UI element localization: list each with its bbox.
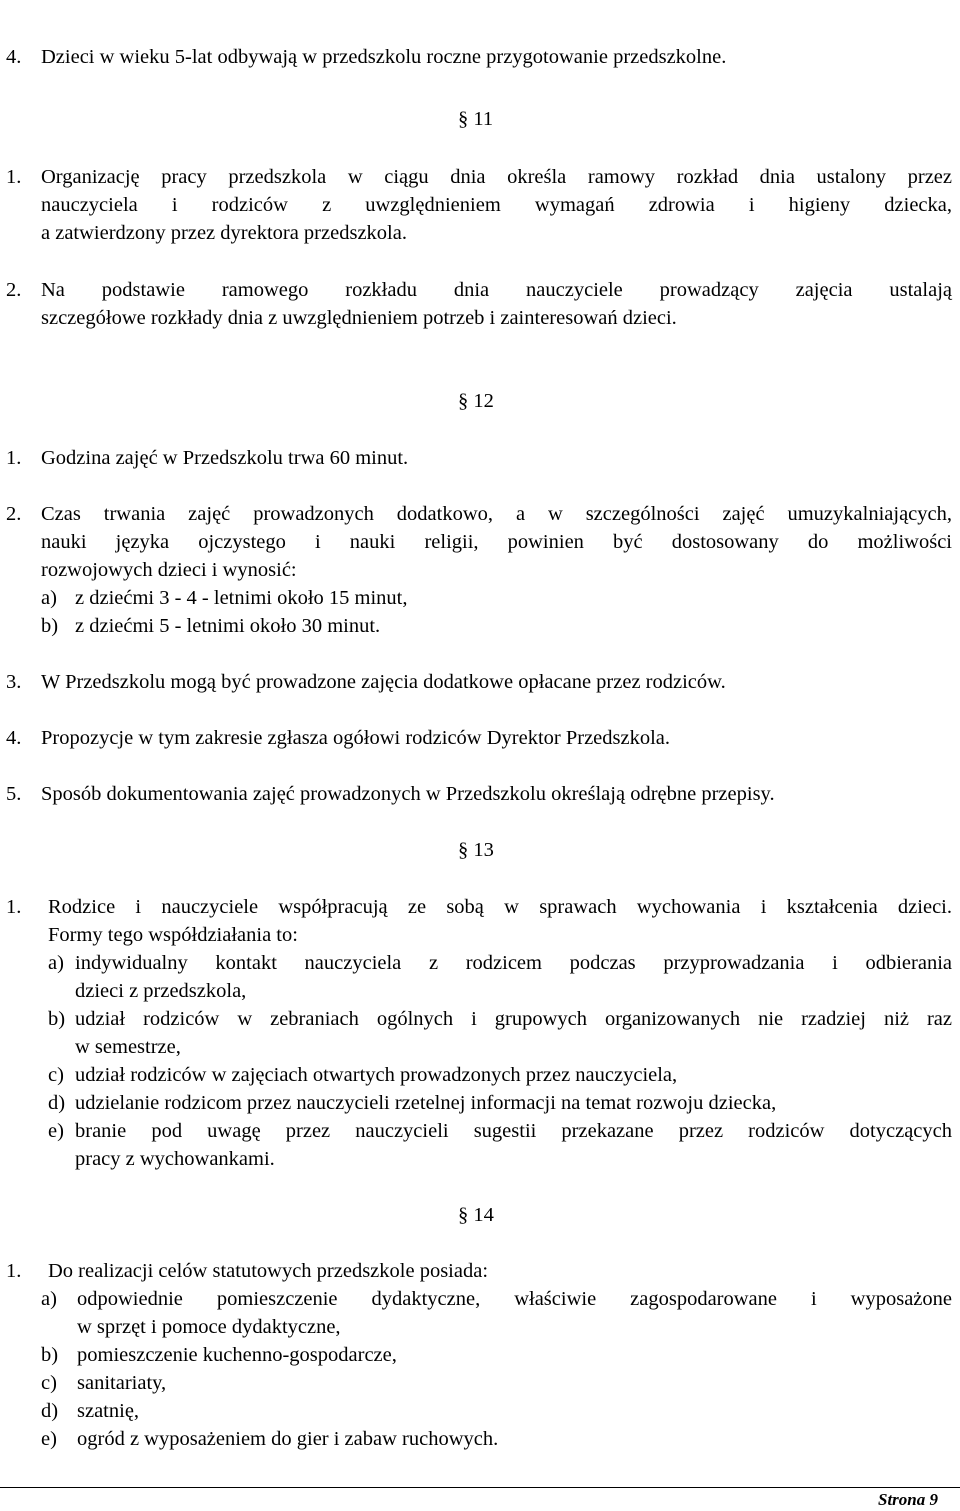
paragraph-line: a zatwierdzony przez dyrektora przedszkola. — [41, 222, 407, 244]
sub-item-text: udział rodziców w zebraniach ogólnych i grupowych organizowanych nie rzadziej niż raz — [75, 1008, 952, 1030]
item-number: 1. — [6, 166, 22, 188]
page-number: Strona 9 — [878, 1490, 938, 1509]
paragraph-line: Do realizacji celów statutowych przedszkole posiada: — [48, 1260, 489, 1282]
sub-item-letter: d) — [41, 1400, 59, 1422]
sub-item-text: pracy z wychowankami. — [75, 1148, 275, 1170]
paragraph-line: Propozycje w tym zakresie zgłasza ogółowi rodziców Dyrektor Przedszkola. — [41, 727, 671, 749]
paragraph-line: W Przedszkolu mogą być prowadzone zajęcia dodatkowe opłacane przez rodziców. — [41, 671, 726, 693]
sub-item-text: ogród z wyposażeniem do gier i zabaw ruchowych. — [77, 1428, 499, 1450]
section-heading-13: § 13 — [458, 839, 494, 861]
sub-item-text: z dziećmi 5 - letnimi około 30 minut. — [75, 615, 381, 637]
paragraph-line: Formy tego współdziałania to: — [48, 924, 298, 946]
item-number: 1. — [6, 447, 22, 469]
sub-item-letter: b) — [48, 1008, 66, 1030]
sub-item-letter: c) — [48, 1064, 64, 1086]
sub-item-text: branie pod uwagę przez nauczycieli sugestii przekazane przez rodziców dotyczących — [75, 1120, 952, 1142]
item-number: 4. — [6, 46, 22, 68]
paragraph-line: Rodzice i nauczyciele współpracują ze sobą w sprawach wychowania i kształcenia dzieci. — [48, 896, 952, 918]
paragraph-line: szczegółowe rozkłady dnia z uwzględnieniem potrzeb i zainteresowań dzieci. — [41, 307, 677, 329]
paragraph-line: Sposób dokumentowania zajęć prowadzonych w Przedszkolu określają odrębne przepisy. — [41, 783, 775, 805]
sub-item-letter: e) — [41, 1428, 57, 1450]
sub-item-text: z dziećmi 3 - 4 - letnimi około 15 minut, — [75, 587, 408, 609]
paragraph-line: rozwojowych dzieci i wynosić: — [41, 559, 297, 581]
sub-item-text: indywidualny kontakt nauczyciela z rodzicem podczas przyprowadzania i odbierania — [75, 952, 952, 974]
item-number: 1. — [6, 896, 22, 918]
sub-item-text: odpowiednie pomieszczenie dydaktyczne, właściwie zagospodarowane i wyposażone — [77, 1288, 952, 1310]
sub-item-letter: a) — [41, 1288, 57, 1310]
paragraph-line: nauki języka ojczystego i nauki religii, powinien być dostosowany do możliwości — [41, 531, 952, 553]
sub-item-text: udział rodziców w zajęciach otwartych prowadzonych przez nauczyciela, — [75, 1064, 678, 1086]
item-number: 2. — [6, 279, 22, 301]
item-number: 1. — [6, 1260, 22, 1282]
sub-item-text: w sprzęt i pomoce dydaktyczne, — [77, 1316, 341, 1338]
item-text: Dzieci w wieku 5-lat odbywają w przedszkolu roczne przygotowanie przedszkolne. — [41, 46, 727, 68]
sub-item-text: dzieci z przedszkola, — [75, 980, 247, 1002]
sub-item-text: sanitariaty, — [77, 1372, 167, 1394]
paragraph-line: nauczyciela i rodziców z uwzględnieniem wymagań zdrowia i higieny dziecka, — [41, 194, 952, 216]
section-heading-12: § 12 — [458, 390, 494, 412]
paragraph-line: Na podstawie ramowego rozkładu dnia nauczyciele prowadzący zajęcia ustalają — [41, 279, 952, 301]
sub-item-text: w semestrze, — [75, 1036, 181, 1058]
sub-item-letter: b) — [41, 615, 59, 637]
item-number: 5. — [6, 783, 22, 805]
section-heading-14: § 14 — [458, 1204, 494, 1226]
item-number: 3. — [6, 671, 22, 693]
footer-rule — [0, 1487, 960, 1488]
sub-item-text: szatnię, — [77, 1400, 140, 1422]
sub-item-letter: c) — [41, 1372, 57, 1394]
sub-item-letter: a) — [41, 587, 57, 609]
paragraph-line: Godzina zajęć w Przedszkolu trwa 60 minut. — [41, 447, 409, 469]
paragraph-line: Czas trwania zajęć prowadzonych dodatkowo, a w szczególności zajęć umuzykalniających, — [41, 503, 952, 525]
paragraph-line: Organizację pracy przedszkola w ciągu dnia określa ramowy rozkład dnia ustalony przez — [41, 166, 952, 188]
item-number: 4. — [6, 727, 22, 749]
sub-item-letter: a) — [48, 952, 64, 974]
item-number: 2. — [6, 503, 22, 525]
section-heading-11: § 11 — [458, 108, 494, 130]
sub-item-letter: b) — [41, 1344, 59, 1366]
sub-item-letter: d) — [48, 1092, 66, 1114]
sub-item-text: pomieszczenie kuchenno-gospodarcze, — [77, 1344, 397, 1366]
sub-item-text: udzielanie rodzicom przez nauczycieli rzetelnej informacji na temat rozwoju dziecka, — [75, 1092, 777, 1114]
sub-item-letter: e) — [48, 1120, 64, 1142]
